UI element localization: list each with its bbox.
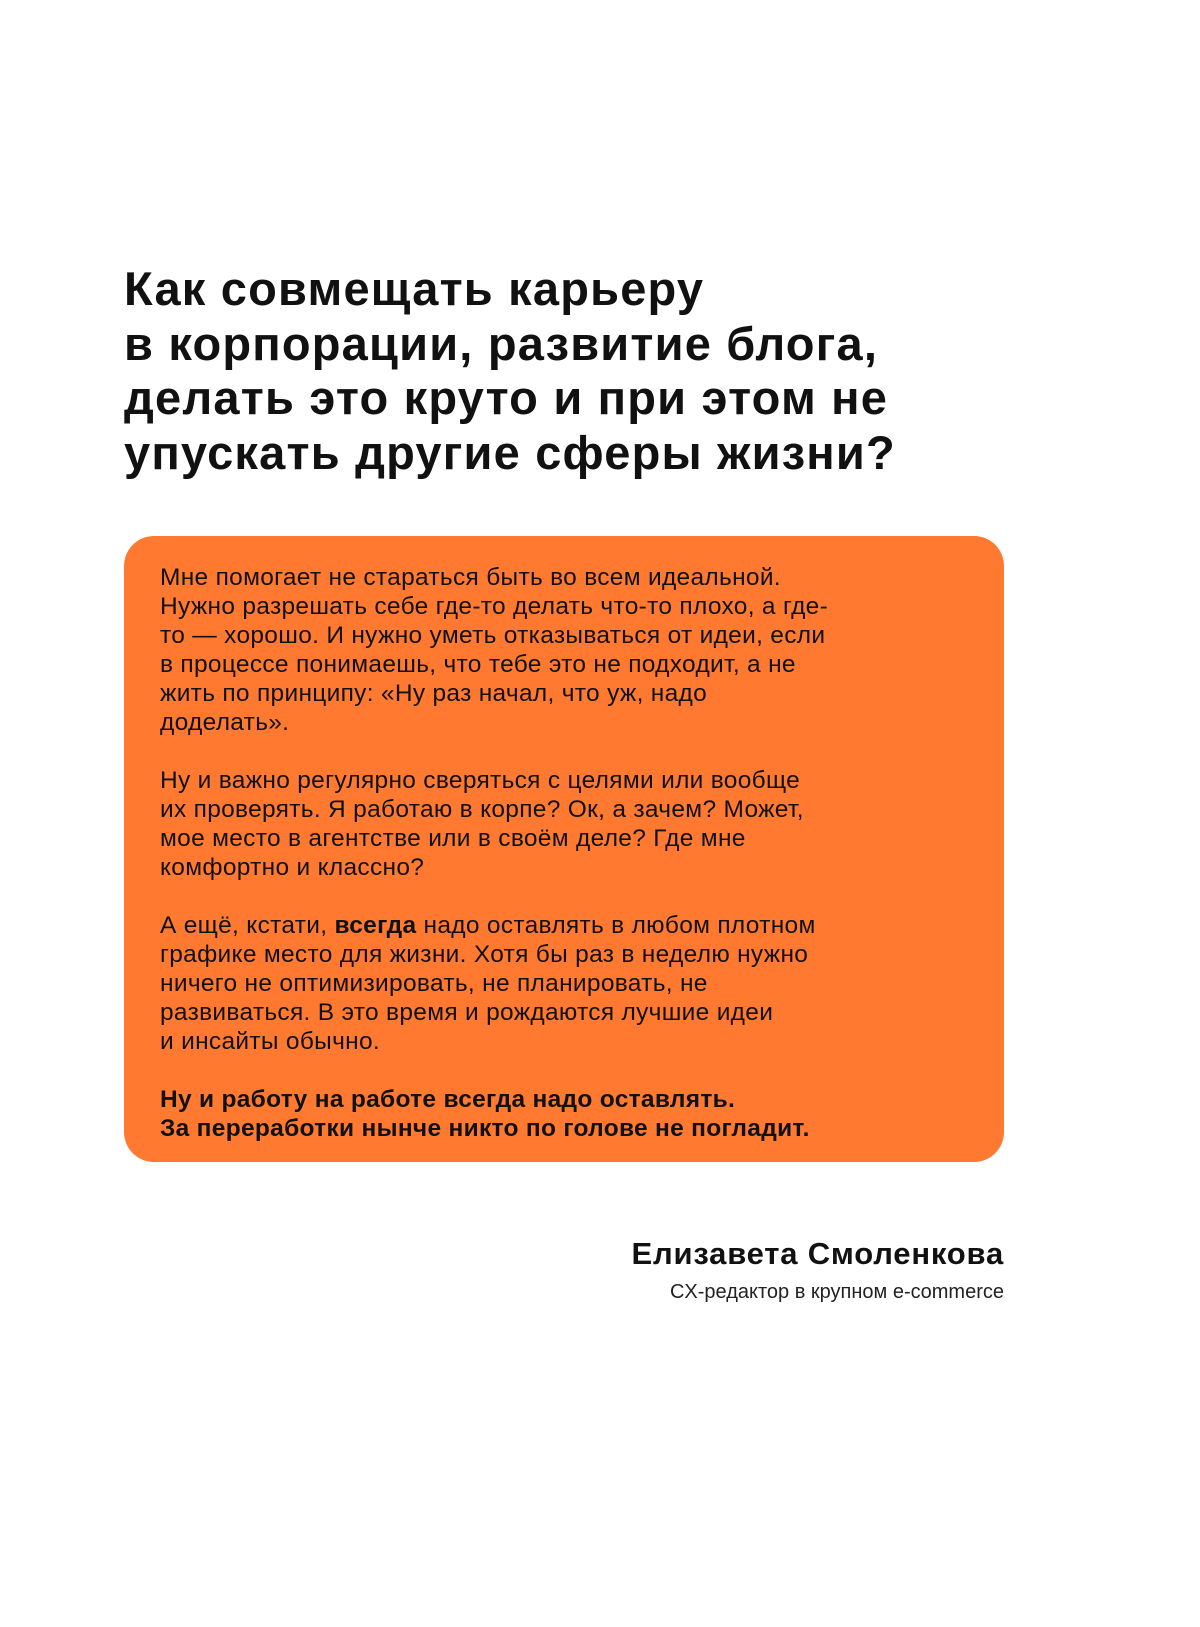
- text-line: Ну и важно регулярно сверяться с целями или вообще: [160, 767, 801, 794]
- paragraph-3: [160, 911, 828, 1056]
- page-title: [124, 262, 896, 480]
- text-line: доделать».: [160, 709, 290, 736]
- title-line: делать это круто и при этом не: [124, 371, 889, 424]
- text-line: развиваться. В это время и рождаются лучшие идеи: [160, 999, 774, 1026]
- text-line: Мне помогает не стараться быть во всем идеальной.: [160, 564, 781, 591]
- text-segment: надо оставлять в любом плотном: [416, 912, 816, 939]
- text-line: [160, 911, 828, 940]
- emphasis: всегда: [334, 912, 417, 939]
- paragraph-2: [160, 766, 828, 882]
- text-line: За переработки нынче никто по голове не погладит.: [160, 1115, 810, 1142]
- text-line: то — хорошо. И нужно уметь отказываться от идеи, если: [160, 622, 826, 649]
- quote-body: [160, 563, 828, 1172]
- title-line: упускать другие сферы жизни?: [124, 425, 896, 479]
- text-line: их проверять. Я работаю в корпе? Ок, а зачем? Может,: [160, 796, 804, 823]
- text-line: ничего не оптимизировать, не планировать, не: [160, 970, 708, 997]
- text-line: графике место для жизни. Хотя бы раз в неделю нужно: [160, 941, 809, 968]
- title-line: в корпорации, развитие блога,: [124, 316, 879, 370]
- text-line: мое место в агентстве или в своём деле? Где мне: [160, 825, 746, 852]
- author-name: Елизавета Смоленкова: [631, 1236, 1004, 1271]
- quote-card: [124, 536, 1004, 1162]
- text-line: и инсайты обычно.: [160, 1028, 381, 1055]
- paragraph-1: [160, 563, 828, 737]
- text-line: Ну и работу на работе всегда надо оставлять.: [160, 1086, 736, 1113]
- text-line: жить по принципу: «Ну раз начал, что уж, надо: [160, 680, 708, 707]
- paragraph-4: [160, 1085, 828, 1143]
- author-role: CX-редактор в крупном e-commerce: [669, 1281, 1004, 1303]
- text-line: Нужно разрешать себе где-то делать что-то плохо, а где-: [160, 593, 829, 620]
- text-segment: А ещё, кстати,: [160, 912, 335, 939]
- title-line: Как совмещать карьеру: [124, 262, 705, 315]
- text-line: комфортно и классно?: [160, 854, 425, 881]
- text-line: в процессе понимаешь, что тебе это не подходит, а не: [160, 651, 796, 678]
